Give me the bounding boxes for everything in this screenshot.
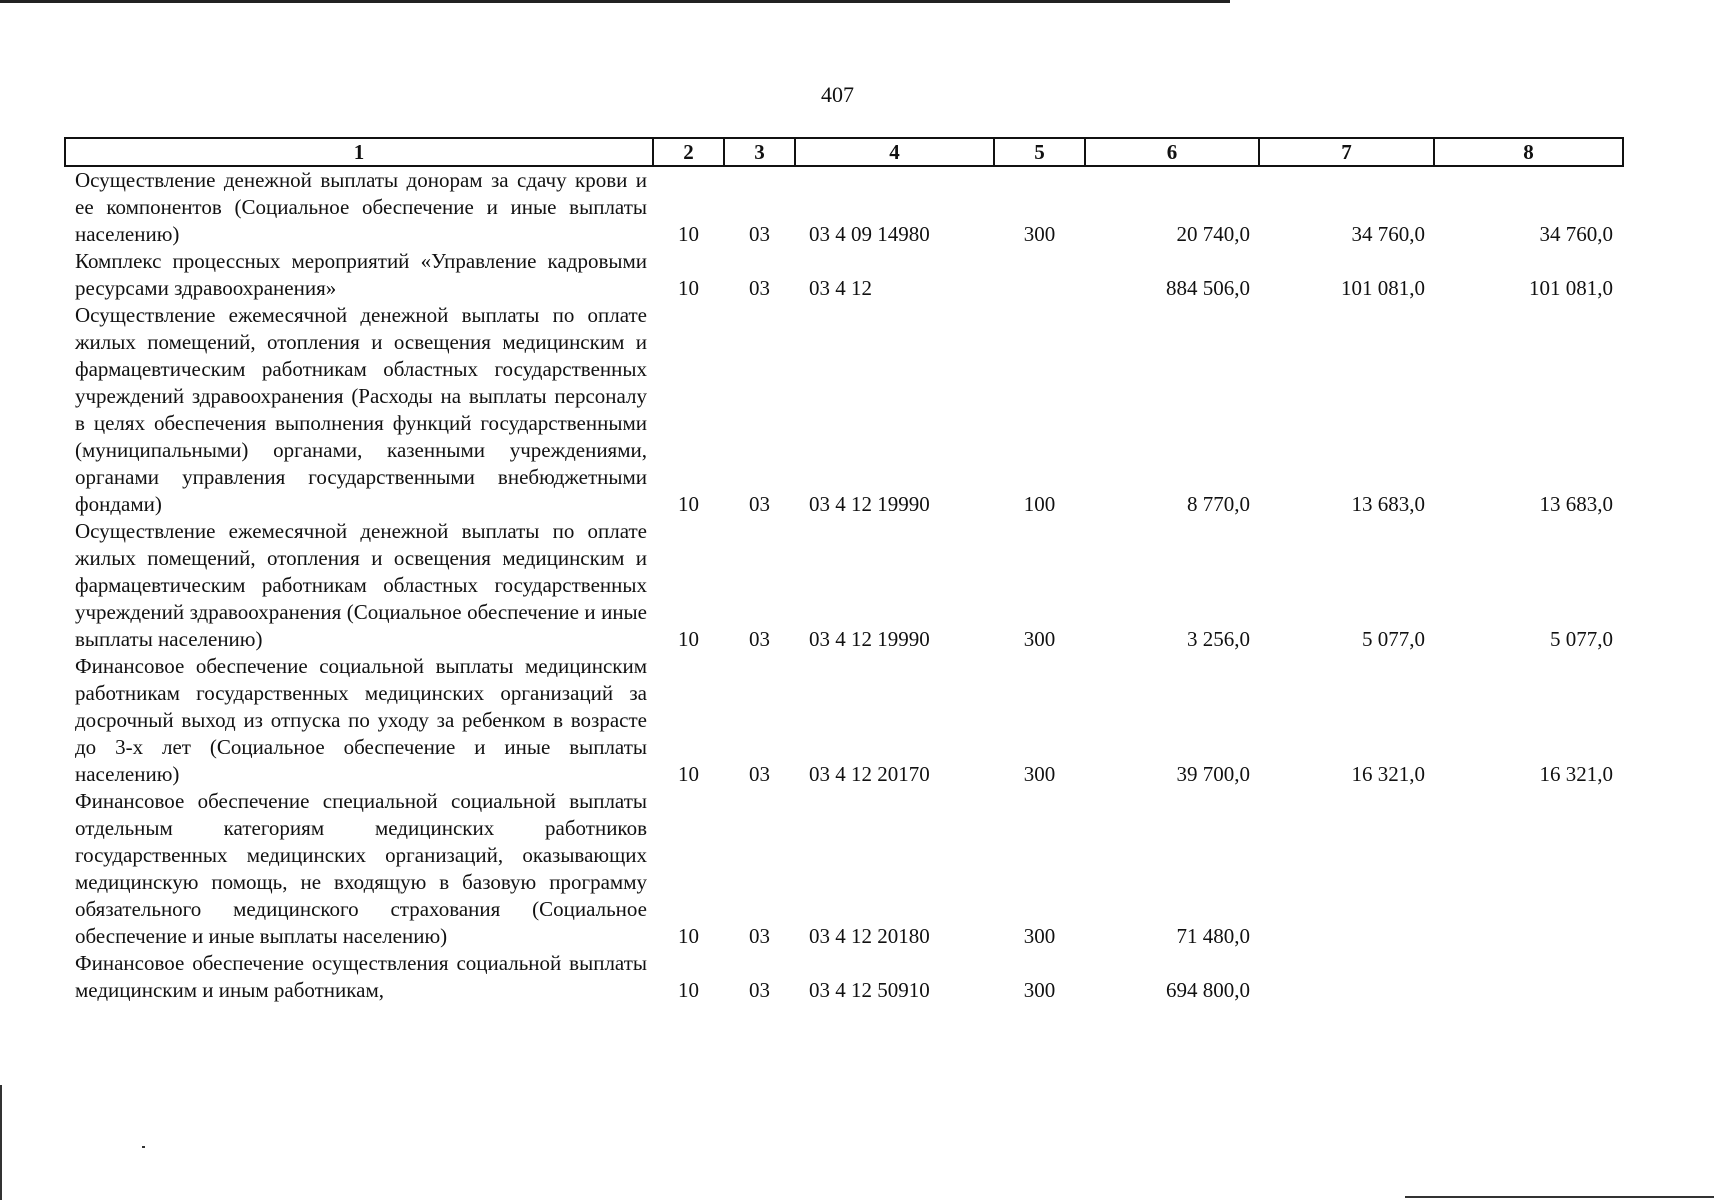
section-code: 10 — [678, 924, 699, 948]
amount-col6: 3 256,0 — [1187, 627, 1250, 651]
row-description: Осуществление ежемесячной денежной выплаты по оплате жилых помещений, отопления и освещения медицинским и фармацевтическим работникам областных государственных учреждений здравоохранения (Расходы на выплаты персоналу в целях обеспечения выполнения функций государственными (муниципальными) органами, казенными учреждениями, органами управления государственными внебюджетными фондами) — [75, 303, 647, 516]
table-row — [65, 950, 1623, 1004]
column-header: 8 — [1434, 138, 1623, 166]
section-code: 10 — [678, 978, 699, 1002]
table-row — [65, 653, 1623, 788]
row-description: Финансовое обеспечение специальной социальной выплаты отдельным категориям медицинских работников государственных медицинских организаций, оказывающих медицинскую помощь, не входящую в базовую программу обязательного медицинского страхования (Социальное обеспечение и иные выплаты населению) — [75, 789, 647, 948]
section-code: 10 — [678, 276, 699, 300]
expense-type-code: 300 — [1023, 978, 1056, 1002]
amount-col8 — [1434, 788, 1623, 950]
scan-edge-bottom — [1405, 1196, 1714, 1198]
amount-col6: 20 740,0 — [1176, 222, 1250, 246]
subsection-code: 03 — [749, 762, 770, 786]
scan-edge-left — [0, 1085, 2, 1200]
target-item-code: 03 4 12 19990 — [809, 627, 930, 651]
column-header: 1 — [65, 138, 653, 166]
section-code: 10 — [678, 627, 699, 651]
row-description: Финансовое обеспечение социальной выплаты медицинским работникам государственных медицинских организаций за досрочный выход из отпуска по уходу за ребенком в возрасте до 3-х лет (Социальное обеспечение и иные выплаты населению) — [75, 654, 647, 786]
table-row — [65, 788, 1623, 950]
subsection-code: 03 — [749, 627, 770, 651]
amount-col7: 16 321,0 — [1351, 762, 1425, 786]
amount-col7 — [1259, 950, 1434, 1004]
amount-col7 — [1259, 788, 1434, 950]
column-header: 7 — [1259, 138, 1434, 166]
subsection-code: 03 — [749, 978, 770, 1002]
amount-col8: 34 760,0 — [1539, 222, 1613, 246]
expense-type-code: 300 — [1023, 222, 1056, 246]
table-row — [65, 302, 1623, 518]
page-number: 407 — [821, 82, 854, 107]
target-item-code: 03 4 12 — [809, 276, 872, 300]
amount-col6: 694 800,0 — [1166, 978, 1250, 1002]
amount-col7: 101 081,0 — [1341, 276, 1425, 300]
column-header: 2 — [653, 138, 724, 166]
expense-type-code: 300 — [1023, 762, 1056, 786]
amount-col7: 13 683,0 — [1351, 492, 1425, 516]
amount-col6: 71 480,0 — [1176, 924, 1250, 948]
amount-col6: 8 770,0 — [1187, 492, 1250, 516]
column-header: 3 — [724, 138, 795, 166]
section-code: 10 — [678, 762, 699, 786]
target-item-code: 03 4 12 19990 — [809, 492, 930, 516]
budget-table — [64, 137, 1624, 1004]
amount-col8: 16 321,0 — [1539, 762, 1613, 786]
target-item-code: 03 4 12 20180 — [809, 924, 930, 948]
amount-col8: 5 077,0 — [1550, 627, 1613, 651]
row-description: Комплекс процессных мероприятий «Управление кадровыми ресурсами здравоохранения» — [75, 249, 647, 300]
scan-edge-top — [0, 0, 1230, 3]
section-code: 10 — [678, 492, 699, 516]
subsection-code: 03 — [749, 222, 770, 246]
scan-speck — [142, 1146, 145, 1148]
section-code: 10 — [678, 222, 699, 246]
expense-type-code: 100 — [1023, 492, 1056, 516]
amount-col7: 34 760,0 — [1351, 222, 1425, 246]
expense-type-code: 300 — [1023, 924, 1056, 948]
target-item-code: 03 4 09 14980 — [809, 222, 930, 246]
expense-type-code: 300 — [1023, 627, 1056, 651]
expense-type-code — [994, 248, 1085, 302]
table-header-row — [65, 138, 1623, 166]
row-description: Осуществление ежемесячной денежной выплаты по оплате жилых помещений, отопления и освещения медицинским и фармацевтическим работникам областных государственных учреждений здравоохранения (Социальное обеспечение и иные выплаты населению) — [75, 519, 647, 651]
amount-col8: 13 683,0 — [1539, 492, 1613, 516]
row-description: Осуществление денежной выплаты донорам за сдачу крови и ее компонентов (Социальное обеспечение и иные выплаты населению) — [75, 168, 647, 246]
table-row — [65, 518, 1623, 653]
amount-col8: 101 081,0 — [1529, 276, 1613, 300]
table-row — [65, 248, 1623, 302]
row-description: Финансовое обеспечение осуществления социальной выплаты медицинским и иным работникам, — [75, 951, 647, 1002]
amount-col6: 39 700,0 — [1176, 762, 1250, 786]
amount-col6: 884 506,0 — [1166, 276, 1250, 300]
column-header: 4 — [795, 138, 994, 166]
table-row — [65, 166, 1623, 248]
subsection-code: 03 — [749, 276, 770, 300]
column-header: 6 — [1085, 138, 1259, 166]
subsection-code: 03 — [749, 492, 770, 516]
amount-col8 — [1434, 950, 1623, 1004]
amount-col7: 5 077,0 — [1362, 627, 1425, 651]
column-header: 5 — [994, 138, 1085, 166]
target-item-code: 03 4 12 20170 — [809, 762, 930, 786]
subsection-code: 03 — [749, 924, 770, 948]
target-item-code: 03 4 12 50910 — [809, 978, 930, 1002]
